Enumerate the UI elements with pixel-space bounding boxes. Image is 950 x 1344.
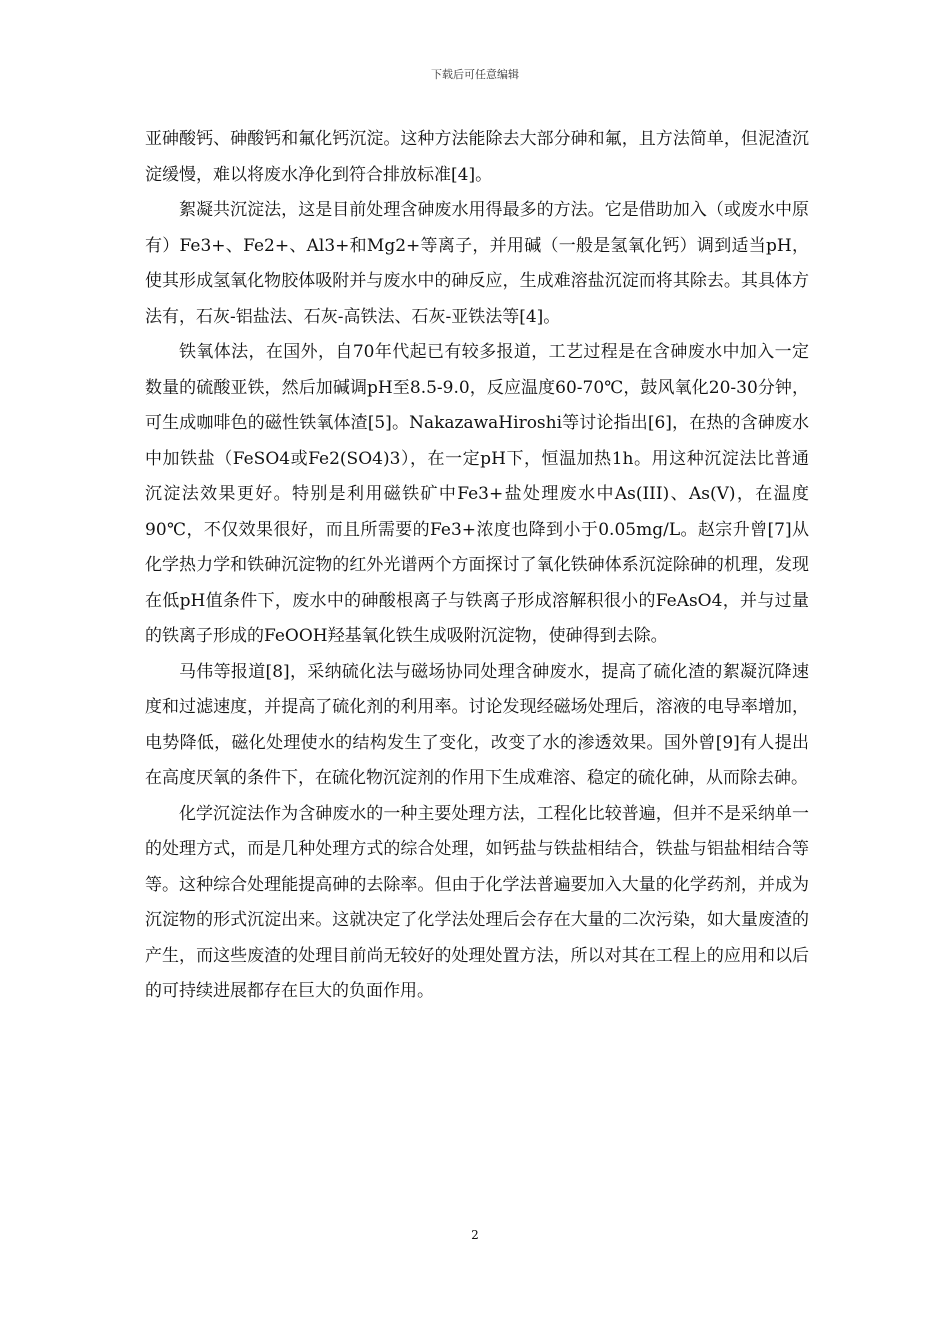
paragraph-continued: 亚砷酸钙、砷酸钙和氟化钙沉淀。这种方法能除去大部分砷和氟，且方法简单，但泥渣沉淀缓慢，难以将废水净化到符合排放标准[4]。	[145, 129, 809, 185]
paragraph-ferrite: 铁氧体法，在国外，自70年代起已有较多报道，工艺过程是在含砷废水中加入一定数量的硫酸亚铁，然后加碱调pH至8.5-9.0，反应温度60-70℃，鼓风氧化20-30分钟，可生成咖啡色的磁性铁氧体渣[5]。NakazawaHiroshi等讨论指出[6]，在热的含砷废水中加铁盐（FeSO4或Fe2(SO4)3），在一定pH下，恒温加热1h。用这种沉淀法比普通沉淀法效果更好。特别是利用磁铁矿中Fe3+盐处理废水中As(III)、As(V)，在温度90℃，不仅效果很好，而且所需要的Fe3+浓度也降到小于0.05mg/L。赵宗升曾[7]从化学热力学和铁砷沉淀物的红外光谱两个方面探讨了氧化铁砷体系沉淀除砷的机理，发现在低pH值条件下，废水中的砷酸根离子与铁离子形成溶解积很小的FeAsO4，并与过量的铁离子形成的FeOOH羟基氧化铁生成吸附沉淀物，使砷得到去除。	[145, 342, 809, 646]
page-number: 2	[471, 1228, 479, 1242]
paragraph-sulfide: 马伟等报道[8]，采纳硫化法与磁场协同处理含砷废水，提高了硫化渣的絮凝沉降速度和过滤速度，并提高了硫化剂的利用率。讨论发现经磁场处理后，溶液的电导率增加，电势降低，磁化处理使水的结构发生了变化，改变了水的渗透效果。国外曾[9]有人提出在高度厌氧的条件下，在硫化物沉淀剂的作用下生成难溶、稳定的硫化砷，从而除去砷。	[145, 661, 809, 788]
paragraph-flocculation: 絮凝共沉淀法，这是目前处理含砷废水用得最多的方法。它是借助加入（或废水中原有）Fe3+、Fe2+、Al3+和Mg2+等离子，并用碱（一般是氢氧化钙）调到适当pH，使其形成氢氧化物胶体吸附并与废水中的砷反应，生成难溶盐沉淀而将其除去。其具体方法有，石灰-铝盐法、石灰-高铁法、石灰-亚铁法等[4]。	[145, 200, 809, 327]
document-body	[145, 122, 809, 1010]
page-header-note: 下载后可任意编辑	[431, 68, 519, 81]
paragraph-chemical-precipitation: 化学沉淀法作为含砷废水的一种主要处理方法，工程化比较普遍，但并不是采纳单一的处理方式，而是几种处理方式的综合处理，如钙盐与铁盐相结合，铁盐与铝盐相结合等等。这种综合处理能提高砷的去除率。但由于化学法普遍要加入大量的化学药剂，并成为沉淀物的形式沉淀出来。这就决定了化学法处理后会存在大量的二次污染，如大量废渣的产生，而这些废渣的处理目前尚无较好的处理处置方法，所以对其在工程上的应用和以后的可持续进展都存在巨大的负面作用。	[145, 803, 809, 1001]
